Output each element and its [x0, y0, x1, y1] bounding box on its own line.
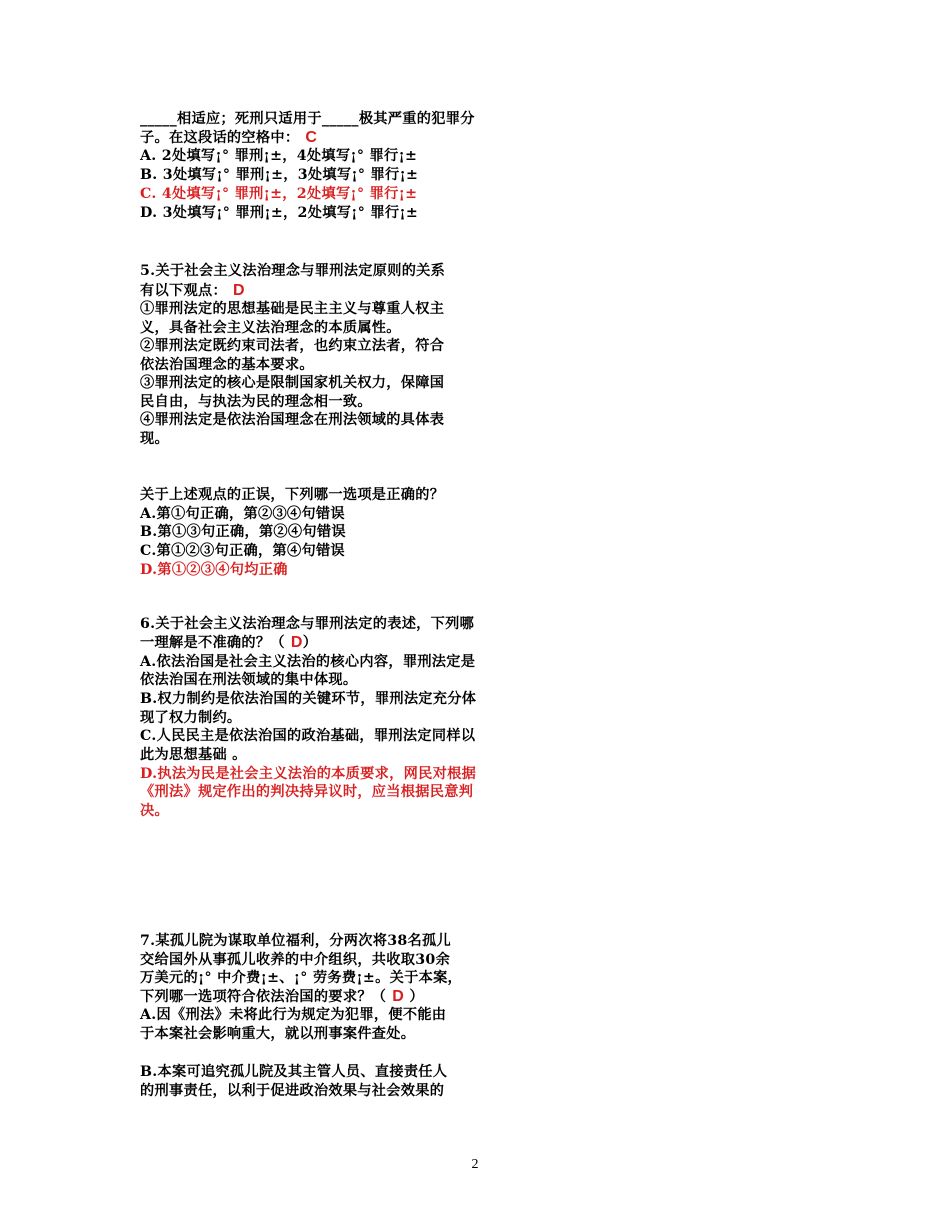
- line-text: 子。在这段话的空格中：: [140, 130, 300, 146]
- text-line: [140, 523, 346, 541]
- line-text: C.第①②③句正确，第④句错误: [140, 543, 345, 559]
- line-text: 下列哪一选项符合依法治国的要求？（: [140, 989, 387, 1005]
- text-line: [140, 765, 476, 783]
- text-line: [140, 166, 418, 184]
- text-line: [140, 129, 317, 147]
- line-text: B. 3处填写¡° 罪刑¡±，3处填写¡° 罪行¡±: [140, 167, 419, 183]
- text-line: [140, 783, 473, 801]
- text-line: [140, 988, 424, 1006]
- line-text: 于本案社会影响重大，就以刑事案件查处。: [140, 1026, 416, 1042]
- line-text: ②罪刑法定既约束司法者，也约束立法者，符合: [140, 338, 445, 354]
- text-line: [140, 110, 475, 128]
- text-line: [140, 430, 169, 448]
- text-line: [140, 951, 450, 969]
- text-line: [140, 356, 314, 374]
- text-line: [140, 802, 169, 820]
- text-line: [140, 1082, 444, 1100]
- closing-paren: ）: [404, 989, 424, 1005]
- text-line: [140, 1006, 446, 1024]
- line-text: 《刑法》规定作出的判决持异议时，应当根据民意判: [140, 784, 474, 800]
- text-line: [140, 204, 418, 222]
- line-text: C. 4处填写¡° 罪刑¡±，2处填写¡° 罪行¡±: [140, 186, 418, 202]
- text-line: [140, 262, 445, 280]
- text-line: [140, 393, 372, 411]
- answer-letter: D: [232, 282, 245, 299]
- line-text: _____相适应；死刑只适用于_____极其严重的犯罪分: [140, 111, 475, 127]
- text-line: [140, 300, 444, 318]
- text-line: [140, 746, 247, 764]
- text-line: [140, 319, 401, 337]
- line-text: ①罪刑法定的思想基础是民主主义与尊重人权主: [140, 301, 445, 317]
- line-text: 关于上述观点的正误，下列哪一选项是正确的？: [140, 487, 445, 503]
- text-line: [140, 653, 475, 671]
- line-text: A. 2处填写¡° 罪刑¡±，4处填写¡° 罪行¡±: [140, 148, 418, 164]
- answer-letter: D: [290, 634, 303, 651]
- line-text: 民自由，与执法为民的理念相一致。: [140, 394, 372, 410]
- line-text: 此为思想基础 。: [140, 747, 247, 763]
- text-line: [140, 374, 444, 392]
- line-text: 7.某孤儿院为谋取单位福利，分两次将38名孤儿: [140, 933, 452, 949]
- line-text: B.本案可追究孤儿院及其主管人员、直接责任人: [140, 1064, 448, 1080]
- line-text: 决。: [140, 803, 169, 819]
- line-text: 依法治国在刑法领域的集中体现。: [140, 672, 358, 688]
- text-line: [140, 337, 444, 355]
- page-number: 2: [471, 1157, 479, 1172]
- line-text: B.第①③句正确，第②④句错误: [140, 524, 346, 540]
- line-text: D.第①②③④句均正确: [140, 562, 288, 578]
- line-text: 现了权力制约。: [140, 710, 242, 726]
- closing-paren: ）: [302, 635, 318, 651]
- line-text: A.因《刑法》未将此行为规定为犯罪，便不能由: [140, 1007, 447, 1023]
- line-text: A.依法治国是社会主义法治的核心内容，罪刑法定是: [140, 654, 476, 670]
- text-line: [140, 542, 345, 560]
- line-text: A.第①句正确，第②③④句错误: [140, 506, 345, 522]
- text-line: [140, 486, 444, 504]
- line-text: ④罪刑法定是依法治国理念在刑法领域的具体表: [140, 412, 445, 428]
- line-text: D.执法为民是社会主义法治的本质要求，网民对根据: [140, 766, 477, 782]
- line-text: 义，具备社会主义法治理念的本质属性。: [140, 320, 401, 336]
- line-text: ③罪刑法定的核心是限制国家机关权力，保障国: [140, 375, 445, 391]
- text-line: [140, 709, 241, 727]
- text-line: [140, 727, 475, 745]
- text-line: [140, 1063, 447, 1081]
- text-line: [140, 671, 357, 689]
- line-text: 的刑事责任，以利于促进政治效果与社会效果的: [140, 1083, 445, 1099]
- text-line: [140, 147, 417, 165]
- text-line: [140, 411, 444, 429]
- line-text: 万美元的¡° 中介费¡±、¡° 劳务费¡±。关于本案，: [140, 970, 463, 986]
- line-text: D. 3处填写¡° 罪刑¡±，2处填写¡° 罪行¡±: [140, 205, 419, 221]
- line-text: 6.关于社会主义法治理念与罪刑法定的表述，下列哪: [140, 616, 475, 632]
- line-text: C.人民民主是依法治国的政治基础，罪刑法定同样以: [140, 728, 476, 744]
- text-line: [140, 634, 317, 652]
- line-text: 现。: [140, 431, 169, 447]
- line-text: 依法治国理念的基本要求。: [140, 357, 314, 373]
- text-line: [140, 561, 288, 579]
- text-line: [140, 282, 245, 300]
- line-text: 5.关于社会主义法治理念与罪刑法定原则的关系: [140, 263, 446, 279]
- text-line: [140, 932, 451, 950]
- line-text: 交给国外从事孤儿收养的中介组织，共收取30余: [140, 952, 451, 968]
- answer-letter: C: [305, 129, 318, 146]
- line-text: 一理解是不准确的？（: [140, 635, 285, 651]
- line-text: B.权力制约是依法治国的关键环节，罪刑法定充分体: [140, 691, 477, 707]
- text-line: [140, 615, 474, 633]
- text-line: [140, 185, 417, 203]
- text-line: [140, 969, 462, 987]
- line-text: 有以下观点：: [140, 283, 227, 299]
- text-line: [140, 1025, 415, 1043]
- text-line: [140, 505, 345, 523]
- answer-letter: D: [392, 988, 405, 1005]
- text-line: [140, 690, 476, 708]
